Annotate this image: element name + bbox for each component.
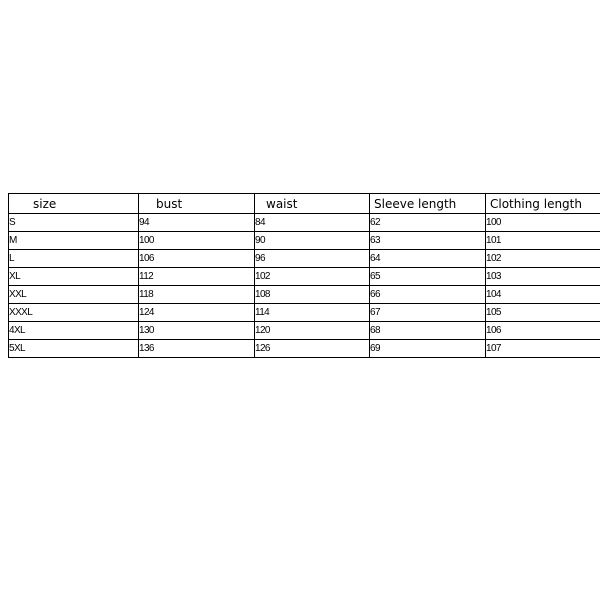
cell-size: 5XL — [9, 340, 139, 358]
cell-bust: 118 — [139, 286, 255, 304]
cell-clothing-length: 107 — [486, 340, 600, 358]
cell-clothing-length: 104 — [486, 286, 600, 304]
cell-size: 4XL — [9, 322, 139, 340]
cell-bust: 94 — [139, 214, 255, 232]
cell-clothing-length: 101 — [486, 232, 600, 250]
cell-sleeve-length: 65 — [370, 268, 486, 286]
cell-bust: 106 — [139, 250, 255, 268]
cell-waist: 84 — [255, 214, 370, 232]
cell-waist: 126 — [255, 340, 370, 358]
cell-bust: 100 — [139, 232, 255, 250]
cell-clothing-length: 103 — [486, 268, 600, 286]
cell-waist: 120 — [255, 322, 370, 340]
cell-size: XXL — [9, 286, 139, 304]
cell-waist: 114 — [255, 304, 370, 322]
header-row — [9, 194, 600, 214]
cell-sleeve-length: 67 — [370, 304, 486, 322]
cell-size: M — [9, 232, 139, 250]
table-row — [9, 250, 600, 268]
size-chart-table — [8, 193, 600, 358]
cell-clothing-length: 105 — [486, 304, 600, 322]
cell-clothing-length: 102 — [486, 250, 600, 268]
cell-size: S — [9, 214, 139, 232]
cell-size: XXXL — [9, 304, 139, 322]
table-row — [9, 232, 600, 250]
cell-bust: 124 — [139, 304, 255, 322]
cell-bust: 130 — [139, 322, 255, 340]
cell-sleeve-length: 69 — [370, 340, 486, 358]
cell-sleeve-length: 62 — [370, 214, 486, 232]
cell-waist: 108 — [255, 286, 370, 304]
cell-waist: 90 — [255, 232, 370, 250]
cell-bust: 112 — [139, 268, 255, 286]
header-size: size — [9, 194, 139, 214]
table-row — [9, 286, 600, 304]
table-row — [9, 340, 600, 358]
table-row — [9, 268, 600, 286]
cell-clothing-length: 100 — [486, 214, 600, 232]
cell-clothing-length: 106 — [486, 322, 600, 340]
cell-size: XL — [9, 268, 139, 286]
cell-size: L — [9, 250, 139, 268]
header-clothing-length: Clothing length — [486, 194, 600, 214]
cell-sleeve-length: 63 — [370, 232, 486, 250]
cell-bust: 136 — [139, 340, 255, 358]
table-row — [9, 214, 600, 232]
cell-sleeve-length: 68 — [370, 322, 486, 340]
header-waist: waist — [255, 194, 370, 214]
cell-sleeve-length: 66 — [370, 286, 486, 304]
cell-waist: 102 — [255, 268, 370, 286]
cell-sleeve-length: 64 — [370, 250, 486, 268]
table-row — [9, 322, 600, 340]
header-bust: bust — [139, 194, 255, 214]
header-sleeve-length: Sleeve length — [370, 194, 486, 214]
cell-waist: 96 — [255, 250, 370, 268]
table-row — [9, 304, 600, 322]
